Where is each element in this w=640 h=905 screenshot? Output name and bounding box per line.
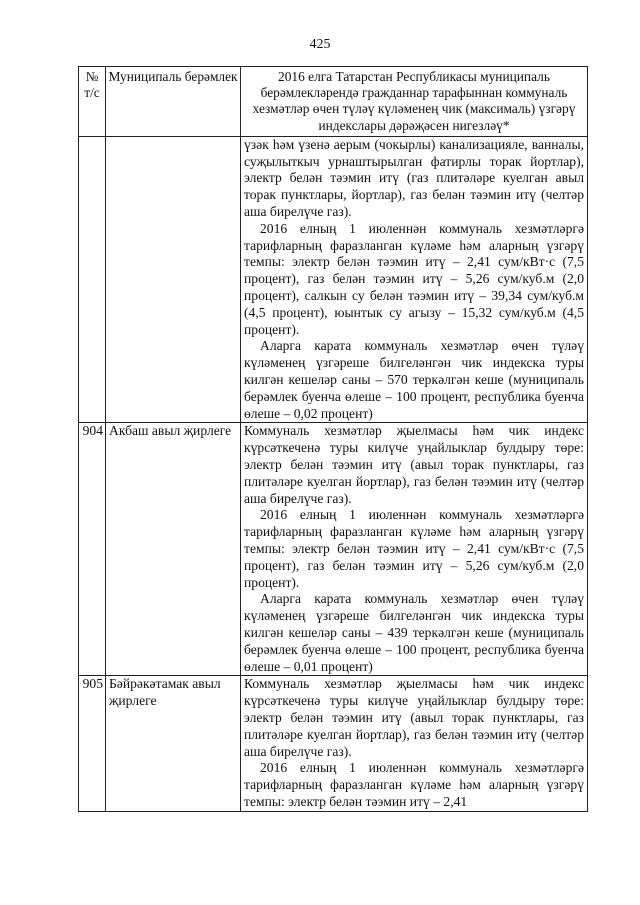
row-description	[241, 136, 588, 423]
row-municipality	[106, 136, 241, 423]
row-number: 904	[79, 423, 106, 676]
table-row	[79, 676, 588, 811]
paragraph: Коммуналь хезмәтләр җыелмасы һәм чик индекс күрсәткеченә туры килүче уңайлыклар булдыру төре: электр белән тәэмин итү (авыл торак пунктлары, газ плитәләре куелган йортлар), газ белән тәэмин итү (челтәр аша бирелүче газ).	[244, 423, 584, 506]
header-description: 2016 елга Татарстан Республикасы муниципаль берәмлекләрендә гражданнар тарафыннан коммуналь хезмәтләр өчен түләү күләменең чик (максималь) үзгәрү индекслары дәрәҗәсен нигезләү*	[241, 67, 588, 137]
table-header-row	[79, 67, 588, 137]
row-description	[241, 423, 588, 676]
row-municipality: Акбаш авыл җирлеге	[106, 423, 241, 676]
paragraph: 2016 елның 1 июленнән коммуналь хезмәтләргә тарифларның фаразланган күләме һәм аларның үзгәрү темпы: электр белән тәэмин итү – 2,41	[244, 760, 584, 809]
header-number: № т/с	[79, 67, 106, 137]
municipal-index-table	[78, 66, 588, 812]
table-row	[79, 423, 588, 676]
paragraph: Аларга карата коммуналь хезмәтләр өчен түләү күләменең үзгәреше билгеләнгән чик индекска туры килгән кешеләр саны – 570 теркәлгән кеше (муниципаль берәмлек буенча өлеше – 100 процент, республика буенча өлеше – 0,02 процент)	[244, 338, 584, 421]
page-number: 425	[309, 37, 331, 52]
row-number: 905	[79, 676, 106, 811]
paragraph: Аларга карата коммуналь хезмәтләр өчен түләү күләменең үзгәреше билгеләнгән чик индекска туры килгән кешеләр саны – 439 теркәлгән кеше (муниципаль берәмлек буенча өлеше – 100 процент, республика буенча өлеше – 0,01 процент)	[244, 591, 584, 674]
row-municipality: Бәйрәкәтамак авыл җирлеге	[106, 676, 241, 811]
paragraph: Коммуналь хезмәтләр җыелмасы һәм чик индекс күрсәткеченә туры килүче уңайлыклар булдыру төре: электр белән тәэмин итү (авыл торак пунктлары, газ плитәләре куелган йортлар), газ белән тәэмин итү (челтәр аша бирелүче газ).	[244, 676, 584, 759]
paragraph: 2016 елның 1 июленнән коммуналь хезмәтләргә тарифларның фаразланган күләме һәм аларның үзгәрү темпы: электр белән тәэмин итү – 2,41 сум/кВт·с (7,5 процент), газ белән тәэмин итү – 5,26 сум/куб.м (2,0 процент), салкын су белән тәэмин итү – 39,34 сум/куб.м (4,5 процент), юынтык су агызу – 15,32 сум/куб.м (4,5 процент).	[244, 220, 584, 337]
row-description	[241, 676, 588, 811]
table-row	[79, 136, 588, 423]
paragraph: үзәк һәм үзенә аерым (чокырлы) канализацияле, ванналы, суҗылыткыч урнаштырылган фатирлы торак йортлар), электр белән тәэмин итү (газ плитәләре куелган авыл торак пунктлары, йортлар), газ белән тәэмин итү (челтәр аша бирелүче газ).	[244, 136, 584, 219]
row-number	[79, 136, 106, 423]
paragraph: 2016 елның 1 июленнән коммуналь хезмәтләргә тарифларның фаразланган күләме һәм аларның үзгәрү темпы: электр белән тәэмин итү – 2,41 сум/кВт·с (7,5 процент), газ белән тәэмин итү – 5,26 сум/куб.м (2,0 процент).	[244, 507, 584, 590]
header-municipality: Муниципаль берәмлек	[106, 67, 241, 137]
